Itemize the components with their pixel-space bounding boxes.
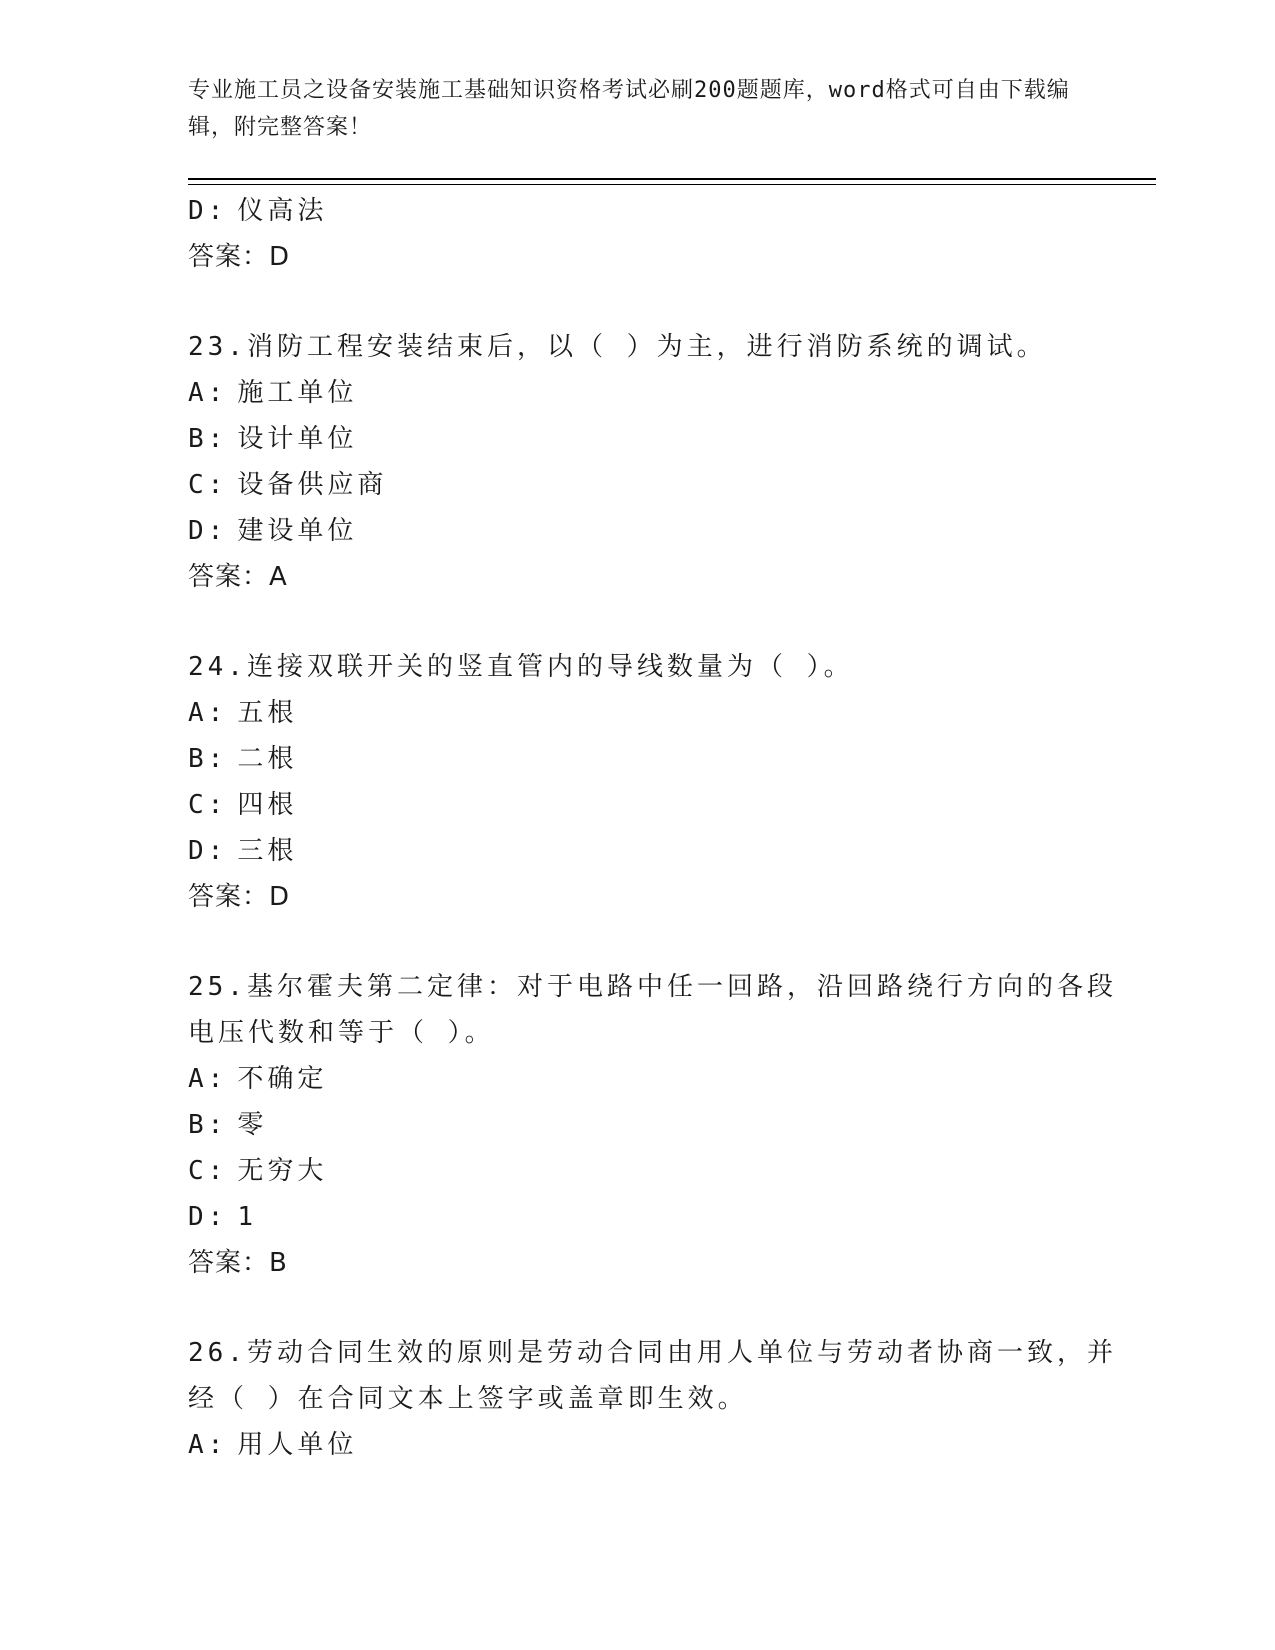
option-d xyxy=(188,1194,1088,1240)
option-text: 二根 xyxy=(237,744,298,774)
option-text: 四根 xyxy=(237,790,298,820)
option-text: 1 xyxy=(237,1202,257,1232)
question-25-line2: 电压代数和等于（ ）。 xyxy=(188,1018,495,1048)
option-b xyxy=(188,736,1088,782)
answer-line: 答案：D xyxy=(188,882,291,912)
question-23: 23.消防工程安装结束后，以（ ）为主，进行消防系统的调试。 xyxy=(188,332,1047,362)
option-label: A: xyxy=(188,698,228,728)
document-header xyxy=(188,72,1088,146)
option-text: 设计单位 xyxy=(237,424,358,454)
question-25-line1: 25.基尔霍夫第二定律：对于电路中任一回路，沿回路绕行方向的各段 xyxy=(188,972,1117,1002)
option-d xyxy=(188,508,1088,554)
header-rule-thin xyxy=(188,184,1156,185)
option-label: D: xyxy=(188,196,228,226)
option-d xyxy=(188,828,1088,874)
option-label: C: xyxy=(188,470,228,500)
document-body xyxy=(188,188,1117,1468)
option-text: 三根 xyxy=(237,836,298,866)
option-text: 不确定 xyxy=(237,1064,328,1094)
option-a xyxy=(188,1422,1088,1468)
option-c xyxy=(188,462,1088,508)
option-label: A: xyxy=(188,1430,228,1460)
option-b xyxy=(188,416,1088,462)
option-c xyxy=(188,782,1088,828)
option-label: B: xyxy=(188,744,228,774)
answer-line: 答案：A xyxy=(188,562,288,592)
option-d xyxy=(188,188,1088,234)
option-text: 无穷大 xyxy=(237,1156,328,1186)
option-text: 零 xyxy=(237,1110,268,1140)
answer-line: 答案：D xyxy=(188,242,291,272)
header-title: 专业施工员之设备安装施工基础知识资格考试必刷200题题库，word格式可自由下载编辑，附完整答案！ xyxy=(188,78,1070,140)
option-text: 五根 xyxy=(237,698,298,728)
option-label: A: xyxy=(188,378,228,408)
option-text: 建设单位 xyxy=(237,516,358,546)
option-label: D: xyxy=(188,836,228,866)
option-label: C: xyxy=(188,1156,228,1186)
option-text: 仪高法 xyxy=(237,196,328,226)
question-26-line1: 26.劳动合同生效的原则是劳动合同由用人单位与劳动者协商一致，并 xyxy=(188,1338,1117,1368)
option-text: 设备供应商 xyxy=(237,470,388,500)
option-label: D: xyxy=(188,1202,228,1232)
header-rule-thick xyxy=(188,178,1156,180)
option-c xyxy=(188,1148,1088,1194)
answer-line: 答案：B xyxy=(188,1248,288,1278)
question-24: 24.连接双联开关的竖直管内的导线数量为（ ）。 xyxy=(188,652,854,682)
option-text: 施工单位 xyxy=(237,378,358,408)
option-label: C: xyxy=(188,790,228,820)
option-label: B: xyxy=(188,424,228,454)
option-label: B: xyxy=(188,1110,228,1140)
option-a xyxy=(188,1056,1088,1102)
option-text: 用人单位 xyxy=(237,1430,358,1460)
option-a xyxy=(188,690,1088,736)
option-label: D: xyxy=(188,516,228,546)
option-a xyxy=(188,370,1088,416)
option-label: A: xyxy=(188,1064,228,1094)
option-b xyxy=(188,1102,1088,1148)
question-26-line2: 经（ ）在合同文本上签字或盖章即生效。 xyxy=(188,1384,748,1414)
